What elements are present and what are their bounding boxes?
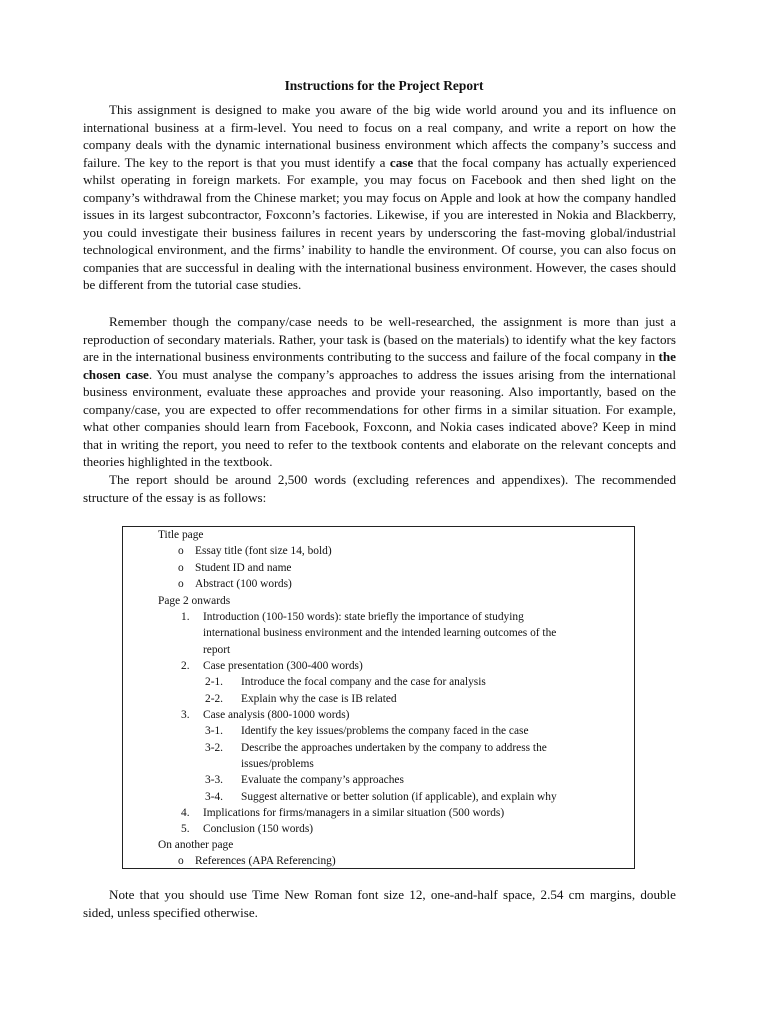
paragraph-text: . You must analyse the company’s approaches to address the issues arising from the international business environment, evaluate these approaches and provide your reasoning. Also importantly, based on the company/case, you are expected to offer recommendations for other firms in a similar situation. For example, what other companies should learn from Facebook, Foxconn, and Nokia cases indicated above? Keep in mind that in writing the report, you need to refer to the textbook contents and elaborate on the relevant concepts and theories highlighted in the textbook.: [83, 366, 677, 470]
document-title: Instructions for the Project Report: [284, 78, 484, 93]
subsection-text: Evaluate the company’s approaches: [241, 774, 404, 786]
bullet-icon: o: [178, 545, 184, 557]
section-text: Introduction (100-150 words): state briefly the importance of studying: [203, 611, 524, 623]
section-text: Implications for firms/managers in a similar situation (500 words): [203, 807, 505, 819]
section-number: 3.: [181, 709, 190, 721]
list-item: Abstract (100 words): [195, 578, 292, 590]
subsection-text: Describe the approaches undertaken by the company to address the: [241, 742, 547, 754]
subsection-number: 3-2.: [205, 742, 224, 754]
structure-box: [122, 526, 635, 869]
title-page-heading: Title page: [158, 529, 204, 541]
bold-case-term: case: [389, 154, 414, 170]
section-text: Conclusion (150 words): [203, 823, 314, 835]
section-text: international business environment and the intended learning outcomes of the: [203, 627, 557, 639]
subsection-text: Explain why the case is IB related: [241, 693, 397, 705]
bullet-icon: o: [178, 562, 184, 574]
bullet-icon: o: [178, 578, 184, 590]
list-item: Essay title (font size 14, bold): [195, 545, 332, 557]
subsection-text: Introduce the focal company and the case for analysis: [241, 676, 486, 688]
section-text: report: [203, 644, 231, 656]
list-item: Student ID and name: [195, 562, 292, 574]
paragraph-research: [83, 313, 676, 471]
section-text: Case analysis (800-1000 words): [203, 709, 350, 721]
subsection-number: 3-3.: [205, 774, 224, 786]
bold-chosen-case: the chosen case: [83, 349, 676, 382]
paragraph-length: The report should be around 2,500 words (excluding references and appendixes). The recommended structure of the essay is as follows:: [83, 472, 676, 505]
subsection-number: 2-2.: [205, 693, 224, 705]
section-number: 1.: [181, 611, 190, 623]
subsection-number: 3-4.: [205, 791, 224, 803]
subsection-text: Identify the key issues/problems the company faced in the case: [241, 725, 529, 737]
subsection-number: 2-1.: [205, 676, 224, 688]
subsection-number: 3-1.: [205, 725, 224, 737]
section-number: 2.: [181, 660, 190, 672]
paragraph-intro: [83, 101, 676, 294]
page2-heading: Page 2 onwards: [158, 595, 231, 607]
bullet-icon: o: [178, 855, 184, 867]
section-number: 4.: [181, 807, 190, 819]
paragraph-formatting-note: Note that you should use Time New Roman font size 12, one-and-half space, 2.54 cm margins, double sided, unless specified otherwise.: [83, 887, 676, 920]
paragraph-text: This assignment is designed to make you aware of the big wide world around you and its influence on international business at a firm-level. You need to focus on a real company, and write a report on how the company deals with the dynamic international business environment which affects the company’s success and failure. The key to the report is that you must identify a: [83, 102, 676, 170]
paragraph-text: that the focal company has actually experienced whilst operating in foreign markets. For example, you may focus on Facebook and then shed light on the company’s withdrawal from the Chinese market; you may focus on Apple and look at how the company handled issues in its largest subcontractor, Foxconn’s factories. Likewise, if you are interested in Nokia and Blackberry, you could investigate their business failures in recent years by underscoring the fast-moving global/industrial technological environment, and the firms’ inability to handle the environment. Of course, you can also focus on companies that are successful in dealing with the international business environment. However, the cases should be different from the tutorial case studies.: [83, 154, 677, 293]
paragraph-text: Remember though the company/case needs to be well-researched, the assignment is more than just a reproduction of secondary materials. Rather, your task is (based on the materials) to identify what the key factors are in the international business environments contributing to the success and failure of the focal company in: [83, 314, 676, 365]
another-page-heading: On another page: [158, 839, 234, 851]
subsection-text: issues/problems: [241, 758, 314, 770]
subsection-text: Suggest alternative or better solution (if applicable), and explain why: [241, 791, 557, 803]
section-number: 5.: [181, 823, 190, 835]
list-item: References (APA Referencing): [195, 855, 336, 867]
section-text: Case presentation (300-400 words): [203, 660, 363, 672]
